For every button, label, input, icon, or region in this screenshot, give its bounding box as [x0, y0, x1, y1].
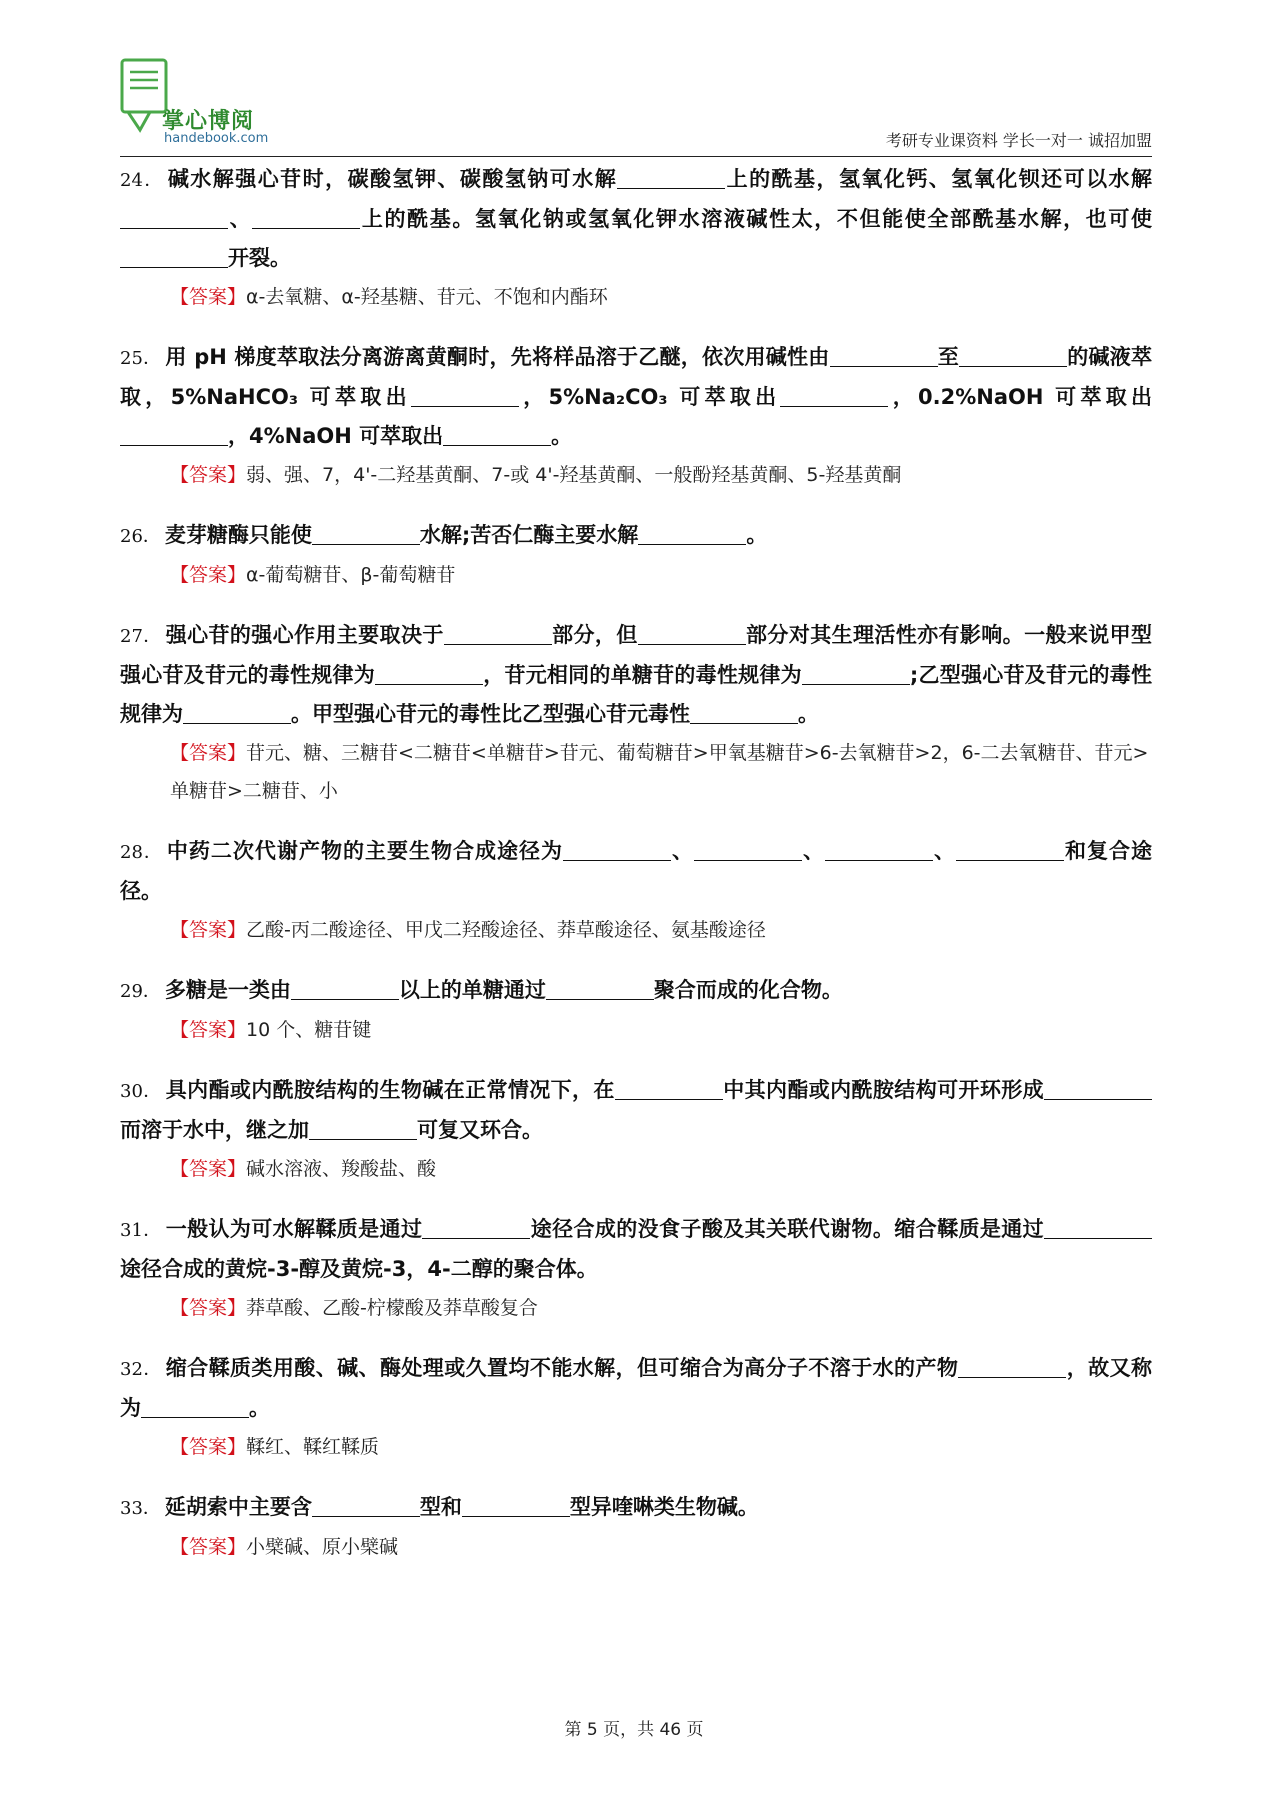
- answer-blank: [956, 836, 1064, 861]
- answer-line: [120, 911, 1152, 949]
- answer-blank: [443, 421, 551, 446]
- answer-blank: [830, 342, 938, 367]
- answer-line: [120, 456, 1152, 494]
- answer-tag: 【答案】: [170, 1297, 247, 1319]
- text-segment: ，0.2%NaOH 可萃取出: [888, 385, 1153, 409]
- question-33: [120, 1488, 1152, 1566]
- question-text: [120, 160, 1152, 278]
- text-segment: 的碱液萃取，5%NaHCO₃ 可萃取出: [120, 345, 1153, 409]
- question-number: 31．: [120, 1220, 162, 1241]
- answer-blank: [617, 164, 725, 189]
- answer-text: 碱水溶液、羧酸盐、酸: [246, 1158, 437, 1180]
- text-segment: ，故又称为: [120, 1356, 1153, 1420]
- answer-blank: [312, 520, 420, 545]
- answer-text: 苷元、糖、三糖苷<二糖苷<单糖苷>苷元、葡萄糖苷>甲氧基糖苷>6-去氧糖苷>2，6-二去氧糖苷、苷元>单糖苷>二糖苷、小: [170, 742, 1149, 802]
- text-segment: 上的酰基，氢氧化钙、氢氧化钡还可以水解: [725, 167, 1153, 191]
- question-text: [120, 338, 1152, 456]
- question-list: [120, 160, 1152, 1588]
- answer-tag: 【答案】: [170, 564, 247, 586]
- answer-blank: [638, 520, 746, 545]
- text-segment: 中药二次代谢产物的主要生物合成途径为: [166, 839, 563, 863]
- answer-text: α-葡萄糖苷、β-葡萄糖苷: [246, 564, 456, 586]
- answer-blank: [462, 1492, 570, 1517]
- answer-text: 鞣红、鞣红鞣质: [246, 1436, 380, 1458]
- text-segment: 多糖是一类由: [164, 978, 291, 1002]
- question-text: [120, 1488, 1152, 1528]
- text-segment: 。: [746, 523, 768, 547]
- answer-blank: [825, 836, 933, 861]
- answer-blank: [638, 620, 746, 645]
- answer-tag: 【答案】: [170, 742, 247, 764]
- answer-blank: [375, 660, 483, 685]
- logo-text: 掌心博阅: [162, 109, 255, 134]
- question-24: [120, 160, 1152, 316]
- text-segment: 可复又环合。: [417, 1118, 543, 1142]
- answer-tag: 【答案】: [170, 1536, 247, 1558]
- question-text: [120, 616, 1152, 734]
- answer-blank: [252, 204, 360, 229]
- text-segment: 型异喹啉类生物碱。: [569, 1495, 759, 1519]
- question-number: 32．: [120, 1359, 162, 1380]
- question-text: [120, 971, 1152, 1011]
- text-segment: 缩合鞣质类用酸、碱、酶处理或久置均不能水解，但可缩合为高分子不溶于水的产物: [165, 1356, 959, 1380]
- answer-blank: [120, 204, 228, 229]
- answer-blank: [411, 382, 519, 407]
- page-header: [120, 58, 1152, 158]
- text-segment: 中其内酯或内酰胺结构可开环形成: [722, 1078, 1045, 1102]
- question-number: 26．: [120, 526, 161, 547]
- answer-blank: [690, 699, 798, 724]
- answer-line: [120, 278, 1152, 316]
- question-29: [120, 971, 1152, 1049]
- answer-blank: [120, 421, 228, 446]
- answer-blank: [802, 660, 910, 685]
- answer-tag: 【答案】: [170, 1158, 247, 1180]
- answer-text: 10 个、糖苷键: [246, 1019, 372, 1041]
- text-segment: 途径合成的黄烷-3-醇及黄烷-3，4-二醇的聚合体。: [120, 1257, 598, 1281]
- answer-tag: 【答案】: [170, 286, 247, 308]
- answer-blank: [780, 382, 888, 407]
- question-number: 27．: [120, 626, 162, 647]
- answer-blank: [141, 1393, 249, 1418]
- question-number: 33．: [120, 1498, 161, 1519]
- text-segment: 延胡索中主要含: [164, 1495, 312, 1519]
- text-segment: 具内酯或内酰胺结构的生物碱在正常情况下，在: [165, 1078, 615, 1102]
- text-segment: 上的酰基。氢氧化钠或氢氧化钾水溶液碱性太，不但能使全部酰基水解，也可使: [360, 207, 1153, 231]
- answer-blank: [1044, 1214, 1152, 1239]
- answer-tag: 【答案】: [170, 464, 247, 486]
- text-segment: 至: [937, 345, 960, 369]
- question-number: 30．: [120, 1081, 162, 1102]
- answer-blank: [120, 243, 228, 268]
- question-number: 25．: [120, 348, 162, 369]
- answer-text: 弱、强、7，4'-二羟基黄酮、7-或 4'-羟基黄酮、一般酚羟基黄酮、5-羟基黄酮: [246, 464, 902, 486]
- question-number: 29．: [120, 981, 161, 1002]
- answer-tag: 【答案】: [170, 1019, 247, 1041]
- answer-blank: [312, 1492, 420, 1517]
- text-segment: 、: [933, 839, 957, 863]
- text-segment: 、: [228, 207, 253, 231]
- answer-line: [120, 1150, 1152, 1188]
- answer-line: [120, 1289, 1152, 1327]
- text-segment: 部分对其生理活性亦有影响。一般来说甲型强心苷及苷元的毒性规律为: [120, 623, 1153, 687]
- text-segment: 麦芽糖酶只能使: [164, 523, 312, 547]
- answer-text: 乙酸-丙二酸途径、甲戊二羟酸途径、莽草酸途径、氨基酸途径: [246, 919, 766, 941]
- answer-text: 小檗碱、原小檗碱: [246, 1536, 399, 1558]
- text-segment: 水解;苦否仁酶主要水解: [419, 523, 639, 547]
- answer-text: α-去氧糖、α-羟基糖、苷元、不饱和内酯环: [246, 286, 608, 308]
- text-segment: 用 pH 梯度萃取法分离游离黄酮时，先将样品溶于乙醚，依次用碱性由: [165, 345, 830, 369]
- question-number: 28．: [120, 842, 163, 863]
- text-segment: 、: [802, 839, 826, 863]
- question-28: [120, 832, 1152, 949]
- text-segment: ，苷元相同的单糖苷的毒性规律为: [482, 663, 802, 687]
- text-segment: 部分，但: [551, 623, 638, 647]
- answer-blank: [1044, 1075, 1152, 1100]
- answer-tag: 【答案】: [170, 1436, 247, 1458]
- text-segment: 聚合而成的化合物。: [653, 978, 843, 1002]
- answer-blank: [546, 975, 654, 1000]
- text-segment: 而溶于水中，继之加: [120, 1118, 309, 1142]
- question-30: [120, 1071, 1152, 1188]
- answer-blank: [444, 620, 552, 645]
- answer-blank: [183, 699, 291, 724]
- text-segment: 途径合成的没食子酸及其关联代谢物。缩合鞣质是通过: [530, 1217, 1045, 1241]
- answer-blank: [309, 1115, 417, 1140]
- text-segment: 。: [249, 1396, 270, 1420]
- question-text: [120, 1210, 1152, 1289]
- text-segment: ，4%NaOH 可萃取出: [228, 424, 444, 448]
- answer-blank: [694, 836, 802, 861]
- question-text: [120, 1349, 1152, 1428]
- text-segment: 以上的单糖通过: [398, 978, 546, 1002]
- text-segment: 开裂。: [228, 246, 291, 270]
- answer-blank: [422, 1214, 530, 1239]
- text-segment: 。: [798, 702, 819, 726]
- header-tagline: 考研专业课资料 学长一对一 诚招加盟: [885, 131, 1152, 150]
- handebook-logo: [120, 58, 300, 148]
- question-number: 24．: [120, 170, 164, 191]
- text-segment: 。甲型强心苷元的毒性比乙型强心苷元毒性: [291, 702, 690, 726]
- answer-line: [120, 1528, 1152, 1566]
- text-segment: 和复合途径。: [120, 839, 1153, 903]
- answer-blank: [959, 342, 1067, 367]
- question-31: [120, 1210, 1152, 1327]
- answer-blank: [563, 836, 671, 861]
- answer-blank: [958, 1353, 1066, 1378]
- header-divider: [120, 156, 1152, 157]
- question-32: [120, 1349, 1152, 1466]
- question-text: [120, 832, 1152, 911]
- answer-blank: [615, 1075, 723, 1100]
- text-segment: 。: [551, 424, 573, 448]
- page-footer: 第 5 页，共 46 页: [564, 1720, 704, 1740]
- answer-text: 莽草酸、乙酸-柠檬酸及莽草酸复合: [246, 1297, 538, 1319]
- question-25: [120, 338, 1152, 494]
- logo-url: handebook.com: [164, 131, 269, 146]
- text-segment: 碱水解强心苷时，碳酸氢钾、碳酸氢钠可水解: [167, 167, 618, 191]
- answer-line: [120, 1428, 1152, 1466]
- question-text: [120, 1071, 1152, 1150]
- answer-tag: 【答案】: [170, 919, 247, 941]
- answer-line: [120, 1011, 1152, 1049]
- answer-line: [120, 556, 1152, 594]
- text-segment: 、: [670, 839, 694, 863]
- question-26: [120, 516, 1152, 594]
- question-text: [120, 516, 1152, 556]
- answer-blank: [291, 975, 399, 1000]
- question-27: [120, 616, 1152, 810]
- text-segment: ;乙型强心苷及苷元的毒性规律为: [120, 663, 1152, 726]
- text-segment: 型和: [419, 1495, 462, 1519]
- text-segment: 强心苷的强心作用主要取决于: [165, 623, 444, 647]
- answer-line: [120, 734, 1152, 810]
- text-segment: 一般认为可水解鞣质是通过: [165, 1217, 423, 1241]
- text-segment: ，5%Na₂CO₃ 可萃取出: [518, 385, 781, 409]
